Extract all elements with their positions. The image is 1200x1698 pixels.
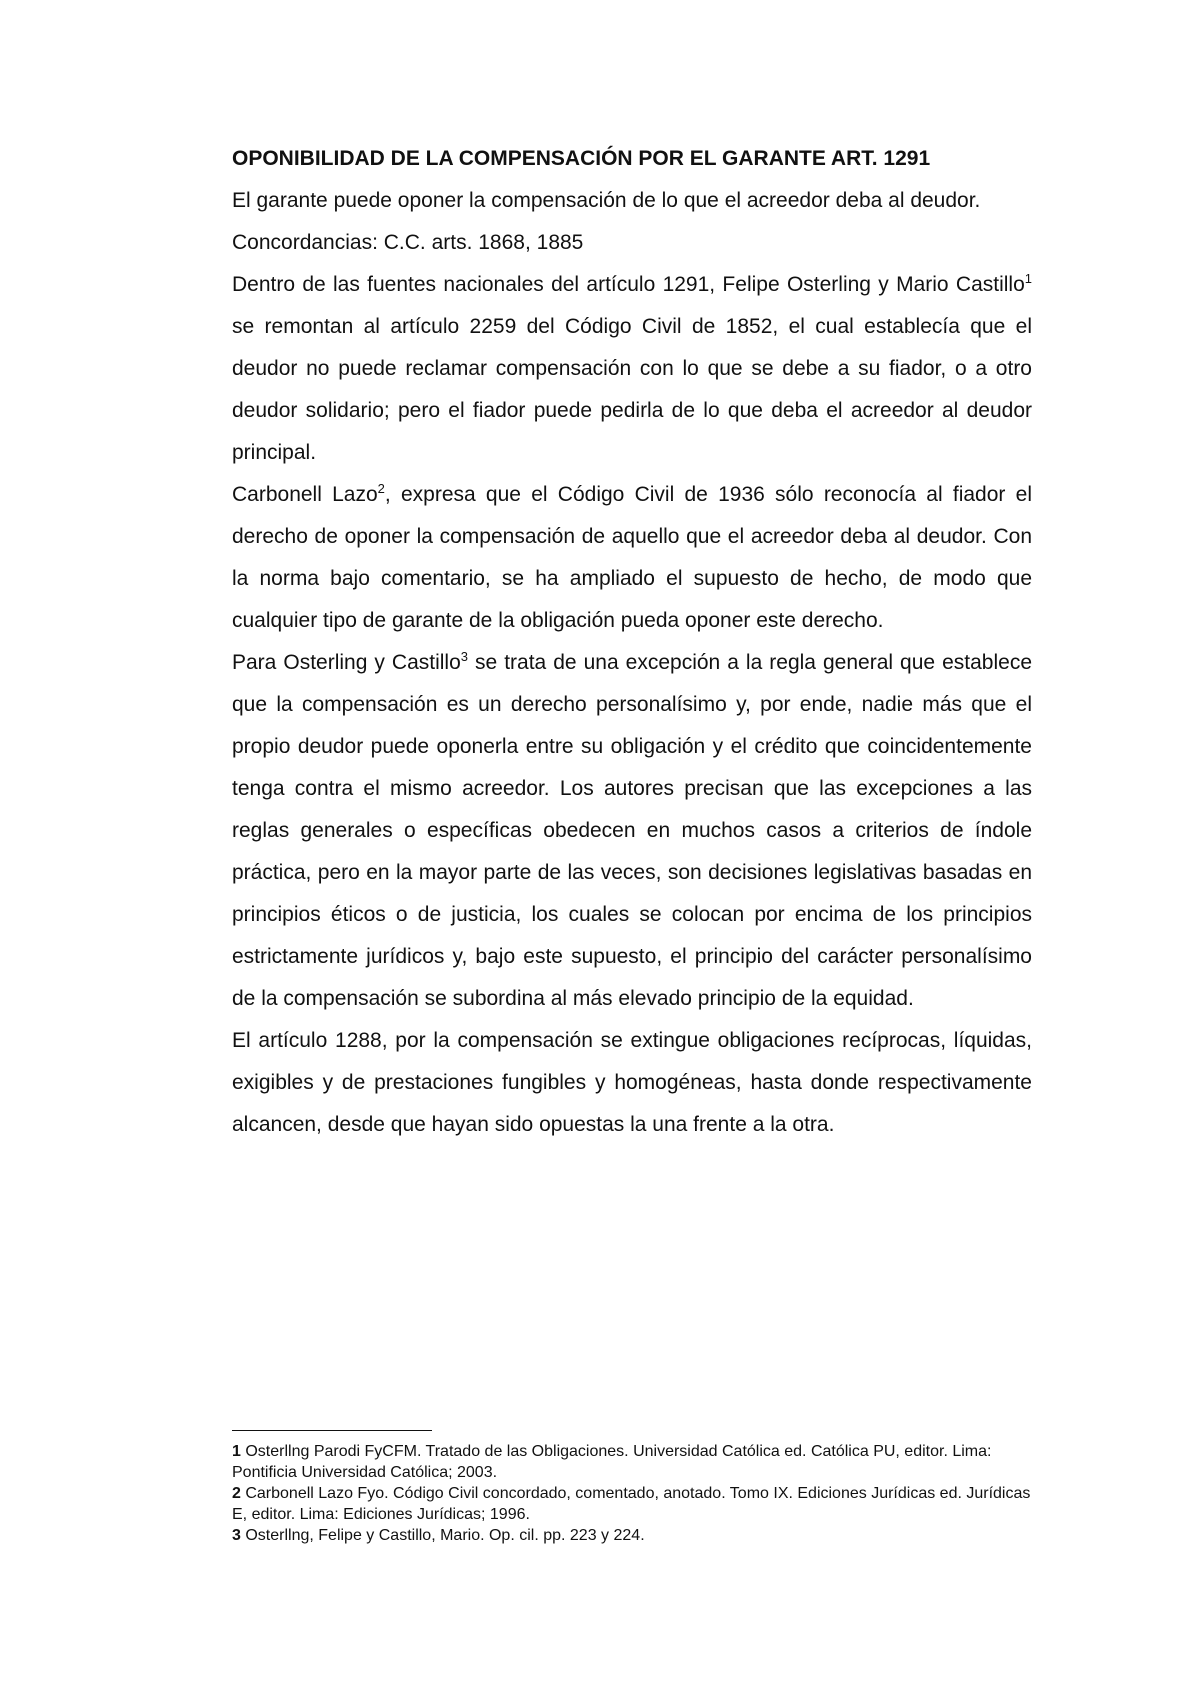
paragraph-1: [232, 264, 1032, 474]
footnote-1: [232, 1441, 1032, 1483]
document-body: [232, 138, 1032, 1146]
footnote-3: [232, 1525, 1032, 1546]
footnote-ref-1: 1: [1024, 271, 1032, 286]
paragraph-3: [232, 642, 1032, 1020]
paragraph-2: [232, 474, 1032, 642]
paragraph-1-text-b: se remontan al artículo 2259 del Código Civil de 1852, el cual establecía que el deudor no puede reclamar compensación con lo que se debe a su fiador, o a otro deudor solidario; pero el fiador puede pedirla de lo que deba el acreedor al deudor principal.: [232, 315, 1032, 464]
footnote-text: Osterllng Parodi FyCFM. Tratado de las Obligaciones. Universidad Católica ed. Católica PU, editor. Lima: Pontificia Universidad Católica; 2003.: [232, 1443, 992, 1481]
footnote-text: Osterllng, Felipe y Castillo, Mario. Op. cil. pp. 223 y 224.: [240, 1527, 645, 1544]
footnote-ref-3: 3: [460, 649, 469, 664]
paragraph-3-text-a: Para Osterling y Castillo: [232, 651, 461, 674]
footnote-2: [232, 1483, 1032, 1525]
paragraph-1-text-a: Dentro de las fuentes nacionales del artículo 1291, Felipe Osterling y Mario Castillo: [232, 273, 1025, 296]
footnote-ref-2: 2: [377, 481, 385, 496]
footnote-number: 2: [232, 1485, 241, 1502]
paragraph-2-text-b: , expresa que el Código Civil de 1936 sólo reconocía al fiador el derecho de oponer la compensación de aquello que el acreedor deba al deudor. Con la norma bajo comentario, se ha ampliado el supuesto de hecho, de modo que cualquier tipo de garante de la obligación pueda oponer este derecho.: [232, 483, 1032, 632]
footnote-number: 1: [232, 1443, 241, 1460]
paragraph-3-text-b: se trata de una excepción a la regla general que establece que la compensación es un derecho personalísimo y, por ende, nadie más que el propio deudor puede oponerla entre su obligación y el crédito que coincidentemente tenga contra el mismo acreedor. Los autores precisan que las excepciones a las reglas generales o específicas obedecen en muchos casos a criterios de índole práctica, pero en la mayor parte de las veces, son decisiones legislativas basadas en principios éticos o de justicia, los cuales se colocan por encima de los principios estrictamente jurídicos y, bajo este supuesto, el principio del carácter personalísimo de la compensación se subordina al más elevado principio de la equidad.: [232, 651, 1033, 1010]
concordancias: Concordancias: C.C. arts. 1868, 1885: [232, 231, 584, 254]
footnote-number: 3: [232, 1527, 241, 1544]
footnote-separator: [232, 1430, 432, 1431]
footnote-text: Carbonell Lazo Fyo. Código Civil concordado, comentado, anotado. Tomo IX. Ediciones Jurídicas ed. Jurídicas E, editor. Lima: Ediciones Jurídicas; 1996.: [232, 1485, 1031, 1523]
footnotes: [232, 1430, 1032, 1546]
paragraph-2-text-a: Carbonell Lazo: [232, 483, 378, 506]
article-text: El garante puede oponer la compensación de lo que el acreedor deba al deudor.: [232, 189, 981, 212]
paragraph-4: El artículo 1288, por la compensación se extingue obligaciones recíprocas, líquidas, exigibles y de prestaciones fungibles y homogéneas, hasta donde respectivamente alcancen, desde que hayan sido opuestas la una frente a la otra.: [232, 1029, 1032, 1136]
document-title: OPONIBILIDAD DE LA COMPENSACIÓN POR EL GARANTE ART. 1291: [232, 147, 931, 170]
